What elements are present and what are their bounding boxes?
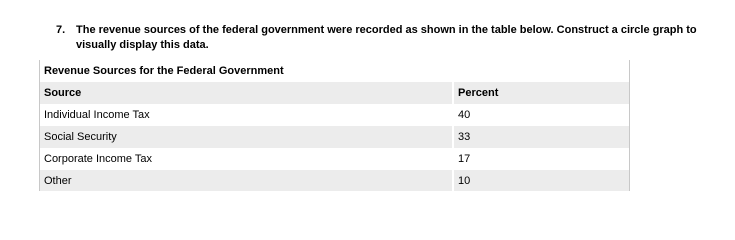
table-caption: Revenue Sources for the Federal Government: [44, 65, 284, 77]
cell-percent: 33: [458, 131, 471, 143]
table-row: [40, 104, 629, 126]
header-source: Source: [44, 87, 82, 99]
header-percent: Percent: [458, 87, 499, 99]
question-number: 7.: [56, 24, 66, 36]
cell-source: Social Security: [44, 131, 117, 143]
cell-source: Corporate Income Tax: [44, 153, 153, 165]
column-divider: [452, 148, 454, 170]
cell-percent: 10: [458, 175, 471, 187]
column-divider: [452, 82, 454, 104]
table-row: [40, 170, 629, 191]
cell-source: Individual Income Tax: [44, 109, 150, 121]
column-divider: [452, 104, 454, 126]
column-divider: [452, 126, 454, 148]
question-text: The revenue sources of the federal government were recorded as shown in the table below. Construct a circle graph to visually display this data.: [76, 24, 697, 51]
table-header-row: [40, 82, 629, 104]
table-row: [40, 148, 629, 170]
revenue-table: [39, 60, 630, 191]
table-row: [40, 126, 629, 148]
cell-percent: 17: [458, 153, 471, 165]
cell-percent: 40: [458, 109, 471, 121]
cell-source: Other: [44, 175, 72, 187]
column-divider: [452, 170, 454, 191]
